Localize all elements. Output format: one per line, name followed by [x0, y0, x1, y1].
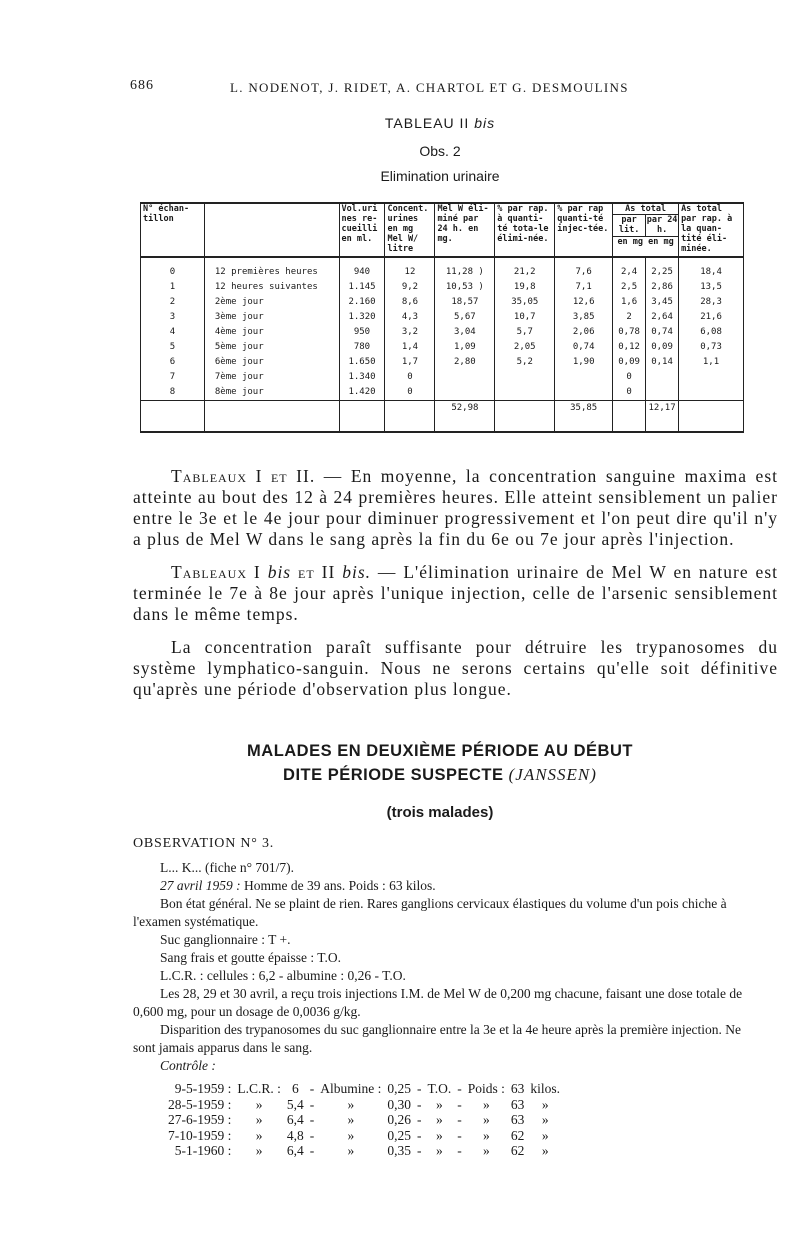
- cell-pct_tot: 5,2: [495, 355, 555, 370]
- cell-conc: 12: [385, 265, 435, 280]
- cell-conc: 0: [385, 385, 435, 401]
- control-cell: 6,4: [286, 1112, 304, 1127]
- control-d1: -: [309, 1127, 315, 1143]
- control-kg: 62: [510, 1127, 525, 1143]
- cell-as_lit: 2,4: [613, 265, 646, 280]
- header-sample: N° échan-tillon: [141, 203, 205, 257]
- total-as_pct: [679, 401, 744, 433]
- control-d1: -: [309, 1143, 315, 1158]
- cell-as_lit: 0: [613, 385, 646, 401]
- control-lcr: L.C.R. :: [237, 1081, 281, 1096]
- control-lcr: »: [255, 1127, 263, 1143]
- cell-label: 3ème jour: [204, 310, 339, 325]
- cell-vol: 1.420: [339, 385, 385, 401]
- cell-label: 12 heures suivantes: [204, 280, 339, 295]
- total-n: [141, 401, 205, 433]
- control-to: »: [436, 1143, 443, 1158]
- control-row: [165, 1143, 563, 1159]
- control-date: 28-5-1959 :: [168, 1096, 232, 1112]
- total-mel: 52,98: [435, 401, 495, 433]
- cell-as_pct: 28,3: [679, 295, 744, 310]
- cell-n: 1: [141, 280, 205, 295]
- control-cell: 4,8: [286, 1127, 304, 1143]
- control-alb_l: »: [347, 1112, 355, 1127]
- control-d2: -: [417, 1096, 422, 1112]
- cell-as_24: 2,64: [646, 310, 679, 325]
- paragraph-2-text: — L'élimination urinaire de Mel W en nature est terminée le 7e à 8e jour après l'unique injection, celle de l'arsenic sensiblement dans le même temps.: [133, 562, 778, 624]
- header-as-per-liter: par lit.: [613, 215, 646, 236]
- control-d1: -: [309, 1081, 315, 1096]
- cell-mel: 2,80: [435, 355, 495, 370]
- control-date: 5-1-1960 :: [174, 1143, 232, 1158]
- cell-as_lit: 2,5: [613, 280, 646, 295]
- control-alb_l: »: [347, 1096, 355, 1112]
- cell-n: 0: [141, 265, 205, 280]
- cell-vol: 1.145: [339, 280, 385, 295]
- control-alb_l: »: [347, 1127, 355, 1143]
- control-alb: 0,30: [387, 1096, 412, 1112]
- table-title: [130, 115, 750, 131]
- cell-vol: 1.340: [339, 370, 385, 385]
- control-kg: 63: [510, 1112, 525, 1127]
- control-row: [165, 1081, 563, 1097]
- control-d2: -: [417, 1127, 422, 1143]
- obs-line-1: L... K... (fiche n° 701/7).: [160, 860, 294, 875]
- obs-line-2: [133, 877, 748, 895]
- cell-pct_tot: [495, 370, 555, 385]
- cell-mel: 18,57: [435, 295, 495, 310]
- cell-as_pct: [679, 385, 744, 401]
- cell-label: 2ème jour: [204, 295, 339, 310]
- header-pct-total: % par rap. à quanti-té tota-le élimi-née.: [495, 203, 555, 257]
- header-mel-eliminated: Mel W éli-miné par 24 h. en mg.: [435, 203, 495, 257]
- cell-pct_tot: 2,05: [495, 340, 555, 355]
- control-lcr: »: [255, 1112, 263, 1127]
- cell-pct_inj: [555, 370, 613, 385]
- table-row: [141, 310, 744, 325]
- cell-mel: 1,09: [435, 340, 495, 355]
- obs-line-2-text: Homme de 39 ans. Poids : 63 kilos.: [240, 878, 436, 893]
- cell-pct_tot: 10,7: [495, 310, 555, 325]
- cell-as_24: 0,09: [646, 340, 679, 355]
- control-d1: -: [309, 1112, 315, 1127]
- cell-as_lit: 0,09: [613, 355, 646, 370]
- table-obs: Obs. 2: [419, 143, 461, 159]
- obs-date: 27 avril 1959 :: [160, 878, 241, 893]
- table-subtitle: Elimination urinaire: [380, 168, 500, 184]
- cell-as_lit: 2: [613, 310, 646, 325]
- cell-vol: 1.650: [339, 355, 385, 370]
- cell-pct_inj: 12,6: [555, 295, 613, 310]
- obs-line-7: Les 28, 29 et 30 avril, a reçu trois injections I.M. de Mel W de 0,200 mg chacune, faisant une dose totale de 0,600 mg, pour un dosage de 0,0036 g/kg.: [133, 986, 743, 1019]
- section-heading-line2-text: DITE PÉRIODE SUSPECTE: [283, 766, 504, 784]
- header-as-total-label: As total: [613, 204, 678, 215]
- cell-pct_tot: [495, 385, 555, 401]
- cell-pct_inj: 7,1: [555, 280, 613, 295]
- control-to: »: [436, 1112, 443, 1127]
- control-alb: 0,25: [387, 1127, 412, 1143]
- control-row: [165, 1097, 563, 1113]
- control-row: [165, 1112, 563, 1128]
- observation-title: OBSERVATION N° 3.: [133, 836, 275, 851]
- cell-pct_inj: 0,74: [555, 340, 613, 355]
- table-title-text: TABLEAU II: [384, 115, 470, 131]
- control-row: [165, 1128, 563, 1144]
- paragraph-2: [133, 562, 778, 625]
- cell-mel: 5,67: [435, 310, 495, 325]
- obs-line-3: Bon état général. Ne se plaint de rien. Rares ganglions cervicaux élastiques du volume d'un pois chiche à l'examen systématique.: [133, 896, 727, 929]
- table-body: [141, 257, 744, 432]
- cell-as_24: 3,45: [646, 295, 679, 310]
- section-heading-italic: (JANSSEN): [508, 765, 597, 784]
- cell-label: 6ème jour: [204, 355, 339, 370]
- total-conc: [385, 401, 435, 433]
- cell-as_pct: 13,5: [679, 280, 744, 295]
- cell-as_pct: 18,4: [679, 265, 744, 280]
- control-alb: 0,25: [387, 1081, 412, 1096]
- control-unit: »: [541, 1112, 549, 1127]
- cell-as_lit: 0,12: [613, 340, 646, 355]
- header-as-per-24h: par 24 h.: [646, 215, 678, 235]
- table-row: [141, 280, 744, 295]
- cell-mel: [435, 385, 495, 401]
- obs-control-label: Contrôle :: [160, 1058, 216, 1073]
- control-alb_l: »: [347, 1143, 355, 1158]
- total-vol: [339, 401, 385, 433]
- control-unit: kilos.: [530, 1081, 561, 1096]
- obs-line-5: Sang frais et goutte épaisse : T.O.: [160, 950, 341, 965]
- section-heading-line1: MALADES EN DEUXIÈME PÉRIODE AU DÉBUT: [247, 742, 633, 760]
- control-table: [165, 1081, 563, 1159]
- control-d3: -: [457, 1096, 462, 1112]
- cell-as_24: 0,14: [646, 355, 679, 370]
- cell-pct_tot: 19,8: [495, 280, 555, 295]
- cell-as_pct: 21,6: [679, 310, 744, 325]
- cell-vol: 940: [339, 265, 385, 280]
- cell-as_lit: 0: [613, 370, 646, 385]
- control-date: 7-10-1959 :: [168, 1127, 232, 1143]
- cell-pct_inj: 1,90: [555, 355, 613, 370]
- cell-n: 3: [141, 310, 205, 325]
- table-row: [141, 355, 744, 370]
- cell-n: 5: [141, 340, 205, 355]
- table-row: [141, 295, 744, 310]
- cell-mel: 11,28 ): [435, 265, 495, 280]
- control-d1: -: [309, 1096, 315, 1112]
- control-alb: 0,26: [387, 1112, 412, 1127]
- control-d3: -: [457, 1112, 462, 1127]
- control-to: »: [436, 1127, 443, 1143]
- cell-n: 6: [141, 355, 205, 370]
- control-lcr: »: [255, 1143, 263, 1158]
- control-poids: »: [482, 1096, 490, 1112]
- control-d3: -: [457, 1081, 462, 1096]
- header-as-pct: As total par rap. à la quan-tité éli-minée.: [679, 203, 744, 257]
- cell-pct_tot: 21,2: [495, 265, 555, 280]
- table-row: [141, 385, 744, 401]
- control-unit: »: [541, 1096, 549, 1112]
- control-alb_l: Albumine :: [320, 1081, 382, 1096]
- cell-mel: 10,53 ): [435, 280, 495, 295]
- control-poids: »: [482, 1112, 490, 1127]
- cell-label: 12 premières heures: [204, 265, 339, 280]
- cell-n: 2: [141, 295, 205, 310]
- cell-pct_tot: 5,7: [495, 325, 555, 340]
- table-row: [141, 265, 744, 280]
- section-heading-line2: [130, 763, 750, 787]
- control-poids: »: [482, 1143, 490, 1158]
- cell-as_pct: 0,73: [679, 340, 744, 355]
- control-date: 27-6-1959 :: [168, 1112, 232, 1127]
- header-concentration: Concent. urines en mg Mel W/ litre: [385, 203, 435, 257]
- cell-conc: 0: [385, 370, 435, 385]
- cell-as_24: 2,86: [646, 280, 679, 295]
- cell-n: 8: [141, 385, 205, 401]
- control-to: T.O.: [427, 1081, 452, 1096]
- running-head-authors: L. NODENOT, J. RIDET, A. CHARTOL ET G. DESMOULINS: [230, 80, 629, 95]
- control-d2: -: [417, 1143, 422, 1158]
- control-unit: »: [541, 1143, 549, 1158]
- header-as-units: en mg en mg: [617, 237, 674, 247]
- cell-as_24: [646, 385, 679, 401]
- table-row: [141, 325, 744, 340]
- control-d3: -: [457, 1143, 462, 1158]
- cell-as_pct: [679, 370, 744, 385]
- obs-line-6: L.C.R. : cellules : 6,2 - albumine : 0,26 - T.O.: [160, 968, 406, 983]
- cell-pct_inj: 2,06: [555, 325, 613, 340]
- cell-pct_inj: 7,6: [555, 265, 613, 280]
- cell-label: 4ème jour: [204, 325, 339, 340]
- cell-vol: 950: [339, 325, 385, 340]
- cell-n: 7: [141, 370, 205, 385]
- total-pct_tot: [495, 401, 555, 433]
- observation-body: [133, 859, 748, 1075]
- control-poids: »: [482, 1127, 490, 1143]
- table-title-bis: bis: [474, 115, 496, 131]
- header-pct-injected: % par rap quanti-té injec-tée.: [555, 203, 613, 257]
- cell-mel: 3,04: [435, 325, 495, 340]
- header-as-sub: [613, 215, 678, 237]
- cell-as_pct: 6,08: [679, 325, 744, 340]
- control-to: »: [436, 1096, 443, 1112]
- cell-as_lit: 0,78: [613, 325, 646, 340]
- cell-conc: 4,3: [385, 310, 435, 325]
- cell-vol: 780: [339, 340, 385, 355]
- paragraph-3: La concentration paraît suffisante pour détruire les trypanosomes du système lymphatico-sanguin. Nous ne serons certains qu'elle soit définitive qu'après une période d'observation plus longue.: [133, 637, 778, 699]
- control-alb: 0,35: [387, 1143, 412, 1158]
- cell-label: 7ème jour: [204, 370, 339, 385]
- control-kg: 63: [510, 1081, 525, 1096]
- cell-pct_inj: 3,85: [555, 310, 613, 325]
- paragraph-2-bis1: bis: [267, 562, 292, 582]
- paragraph-2-lead-b: et II: [298, 562, 336, 582]
- total-as_24: 12,17: [646, 401, 679, 433]
- section-heading: [130, 740, 750, 787]
- control-d2: -: [417, 1112, 422, 1127]
- control-unit: »: [541, 1127, 549, 1143]
- control-kg: 63: [510, 1096, 525, 1112]
- cell-pct_inj: [555, 385, 613, 401]
- control-cell: 6: [291, 1081, 299, 1096]
- control-table-grid: [165, 1081, 563, 1159]
- paragraph-1-text: — En moyenne, la concentration sanguine maxima est atteinte au bout des 12 à 24 premières heures. Elle atteint sensiblement un palier entre le 3e et le 4e jour pour diminuer progressivement et l'on peut dire qu'il n'y a plus de Mel W dans le sang après la fin du 6e ou 7e jour après l'injection.: [133, 466, 778, 549]
- cell-conc: 1,4: [385, 340, 435, 355]
- cell-conc: 1,7: [385, 355, 435, 370]
- subheading: (trois malades): [386, 804, 494, 821]
- control-d2: -: [417, 1081, 422, 1096]
- obs-line-4: Suc ganglionnaire : T +.: [160, 932, 291, 947]
- cell-as_pct: 1,1: [679, 355, 744, 370]
- table-total-row: [141, 401, 744, 433]
- control-lcr: »: [255, 1096, 263, 1112]
- cell-conc: 9,2: [385, 280, 435, 295]
- table-row: [141, 370, 744, 385]
- header-as-total: [613, 203, 679, 257]
- cell-n: 4: [141, 325, 205, 340]
- page-number: 686: [130, 78, 154, 93]
- cell-as_24: 0,74: [646, 325, 679, 340]
- total-as_lit: [613, 401, 646, 433]
- control-date: 9-5-1959 :: [174, 1081, 232, 1096]
- table-row: [141, 340, 744, 355]
- cell-conc: 8,6: [385, 295, 435, 310]
- table-header-row: [141, 203, 744, 257]
- total-pct_inj: 35,85: [555, 401, 613, 433]
- cell-vol: 2.160: [339, 295, 385, 310]
- header-volume: Vol.uri nes re-cueilli en ml.: [339, 203, 385, 257]
- cell-conc: 3,2: [385, 325, 435, 340]
- obs-line-8: Disparition des trypanosomes du suc ganglionnaire entre la 3e et la 4e heure après la première injection. Ne sont jamais apparus dans le sang.: [133, 1022, 742, 1055]
- control-kg: 62: [510, 1143, 525, 1158]
- cell-label: 8ème jour: [204, 385, 339, 401]
- control-cell: 5,4: [286, 1096, 304, 1112]
- cell-as_24: [646, 370, 679, 385]
- cell-vol: 1.320: [339, 310, 385, 325]
- control-poids: Poids :: [467, 1081, 505, 1096]
- paragraph-1-lead: Tableaux I et II.: [171, 466, 316, 486]
- control-d3: -: [457, 1127, 462, 1143]
- cell-label: 5ème jour: [204, 340, 339, 355]
- paragraph-2-bis2: bis.: [342, 562, 372, 582]
- cell-as_24: 2,25: [646, 265, 679, 280]
- elimination-table: [140, 202, 744, 433]
- paragraph-1: [133, 466, 778, 550]
- total-label: [204, 401, 339, 433]
- control-cell: 6,4: [286, 1143, 304, 1158]
- cell-pct_tot: 35,05: [495, 295, 555, 310]
- table-spacer-row: [141, 257, 744, 265]
- cell-mel: [435, 370, 495, 385]
- header-period: [204, 203, 339, 257]
- discussion-paragraphs: [133, 466, 778, 712]
- cell-as_lit: 1,6: [613, 295, 646, 310]
- paragraph-2-lead-a: Tableaux I: [171, 562, 261, 582]
